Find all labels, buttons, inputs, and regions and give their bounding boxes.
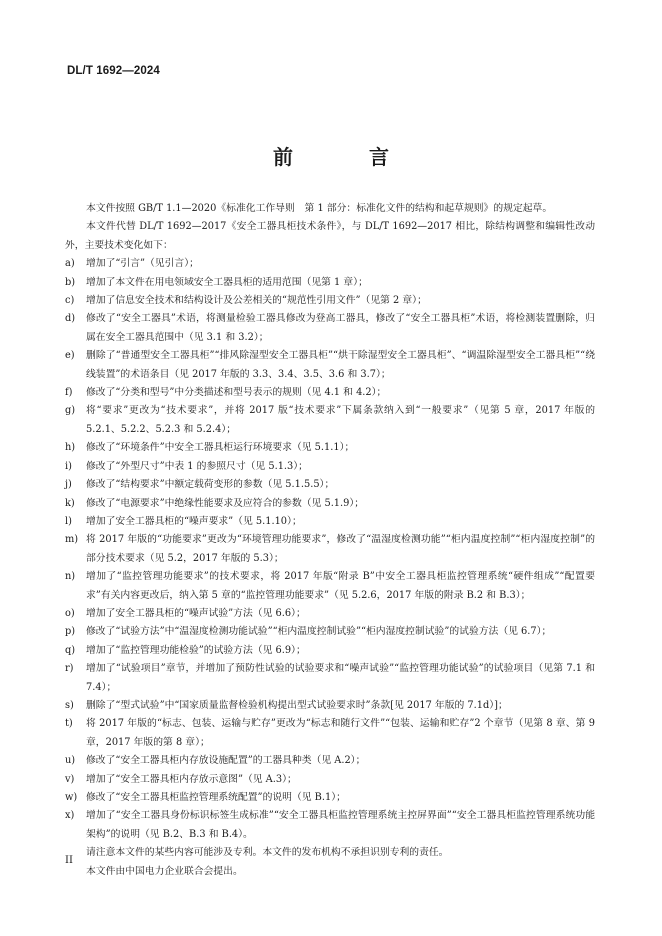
- list-item: [65, 623, 595, 641]
- patent-notice: 请注意本文件的某些内容可能涉及专利。本文件的发布机构不承担识别专利的责任。: [86, 847, 449, 859]
- list-item: [65, 513, 595, 531]
- list-marker: m): [65, 534, 79, 546]
- list-item-text: 增加了“引言”（见引言）；: [86, 258, 199, 270]
- list-item-text: 修改了“电源要求”中绝缘性能要求及应符合的参数（见 5.1.9）；: [86, 497, 365, 509]
- list-item-text: 修改了“试验方法”中“温湿度检测功能试验”“柜内温度控制试验”“柜内湿度控制试验”的试验方法（见 6.7）；: [86, 626, 552, 638]
- list-item-text: 将 2017 年版的“功能要求”更改为“环境管理功能要求”，修改了“温湿度检测功能”“柜内温度控制”“柜内湿度控制”的部分技术要求（见 5.2，2017 年版的 5.3）；: [86, 534, 595, 564]
- list-item: [65, 605, 595, 623]
- list-item: [65, 458, 595, 476]
- list-marker: o): [65, 607, 75, 619]
- list-item: [65, 439, 595, 457]
- list-item-text: 修改了“外型尺寸”中表 1 的参照尺寸（见 5.1.3）；: [86, 460, 308, 472]
- document-code: DL/T 1692—2024: [67, 65, 160, 77]
- list-item: [65, 274, 595, 292]
- list-item-text: 增加了安全工器具柜的“噪声要求”（见 5.1.10）；: [86, 515, 302, 527]
- list-item: [65, 660, 595, 697]
- list-item-text: 修改了“安全工器具柜监控管理系统配置”的说明（见 B.1）；: [86, 792, 346, 803]
- list-marker: k): [65, 497, 75, 509]
- list-item: [65, 642, 595, 660]
- list-item: [65, 531, 595, 568]
- list-marker: w): [65, 792, 78, 803]
- list-item: [65, 568, 595, 605]
- list-marker: l): [65, 515, 72, 527]
- list-marker: r): [65, 663, 74, 675]
- list-marker: f): [65, 387, 73, 399]
- list-item-text: 增加了信息安全技术和结构设计及公差相关的“规范性引用文件”（见第 2 章）；: [86, 295, 427, 307]
- list-item: [65, 789, 595, 807]
- list-item-text: 增加了“监控管理功能要求”的技术要求，将 2017 年版“附录 B”中安全工器具柜监控管理系统“硬件组成”“配置要求”有关内容更改后，纳入第 5 章的“监控管理功能要求”（见 5.2.6，2017 年版的附录 B.2 和 B.3）；: [86, 571, 595, 601]
- changes-list: [65, 255, 595, 844]
- list-item-text: 删除了“型式试验”中“国家质量监督检验机构提出型式试验要求时”条款[见 2017 年版的 7.1d）]；: [86, 699, 508, 711]
- list-item-text: 增加了“安全工器具柜内存放示意图”（见 A.3）；: [86, 773, 297, 785]
- list-item-text: 修改了“结构要求”中额定载荷变形的参数（见 5.1.5.5）；: [86, 479, 335, 491]
- list-marker: u): [65, 755, 76, 767]
- list-marker: h): [65, 442, 76, 454]
- list-marker: e): [65, 350, 75, 362]
- list-marker: j): [65, 479, 72, 491]
- list-item-text: 增加了安全工器具柜的“噪声试验”方法（见 6.6）；: [86, 607, 306, 619]
- list-item: [65, 715, 595, 752]
- list-item-text: 将“要求”更改为“技术要求”，并将 2017 版“技术要求”下属条款纳入到“一般要求”（见第 5 章，2017 年版的 5.2.1、5.2.2、5.2.3 和 5.2.4）；: [86, 405, 595, 435]
- list-item: [65, 402, 595, 439]
- list-marker: d): [65, 313, 76, 325]
- list-item: [65, 807, 595, 844]
- list-marker: x): [65, 810, 75, 822]
- list-marker: t): [65, 718, 73, 730]
- list-marker: g): [65, 405, 76, 417]
- list-item-text: 增加了本文件在用电领域安全工器具柜的适用范围（见第 1 章）；: [86, 276, 368, 288]
- list-item-text: 修改了“安全工器具柜内存放设施配置”的工器具种类（见 A.2）；: [86, 755, 366, 767]
- list-item-text: 修改了“环境条件”中安全工器具柜运行环境要求（见 5.1.1）；: [86, 442, 355, 454]
- list-item: [65, 384, 595, 402]
- list-item-text: 将 2017 年版的“标志、包装、运输与贮存”更改为“标志和随行文件”“包装、运输和贮存”2 个章节（见第 8 章、第 9 章，2017 年版的第 8 章）；: [86, 718, 595, 748]
- list-item: [65, 310, 595, 347]
- intro-paragraph: 本文件按照 GB/T 1.1—2020《标准化工作导则 第 1 部分：标准化文件的结构和起草规则》的规定起草。: [86, 203, 553, 214]
- list-item: [65, 697, 595, 715]
- page-number: II: [65, 855, 73, 866]
- list-marker: q): [65, 644, 76, 656]
- list-marker: n): [65, 571, 76, 583]
- list-item-text: 增加了“试验项目”章节，并增加了预防性试验的试验要求和“噪声试验”“监控管理功能试验”的试验项目（见第 7.1 和 7.4）；: [86, 663, 595, 693]
- page-title: 前 言: [273, 145, 417, 169]
- list-item-text: 修改了“安全工器具”术语，将测量检验工器具修改为登高工器具，修改了“安全工器具柜”术语，将检测装置删除，归属在安全工器具范围中（见 3.1 和 3.2）；: [86, 313, 595, 343]
- list-item: [65, 255, 595, 273]
- list-marker: b): [65, 276, 76, 288]
- list-item: [65, 476, 595, 494]
- list-item: [65, 752, 595, 770]
- list-marker: v): [65, 773, 75, 785]
- list-item: [65, 347, 595, 384]
- list-item-text: 增加了“监控管理功能检验”的试验方法（见 6.9）；: [86, 644, 306, 656]
- intro-paragraph: 本文件代替 DL/T 1692—2017《安全工器具柜技术条件》，与 DL/T 1692—2017 相比，除结构调整和编辑性改动外，主要技术变化如下：: [65, 221, 595, 251]
- list-marker: i): [65, 460, 72, 472]
- list-marker: a): [65, 258, 75, 270]
- list-item-text: 增加了“安全工器具身份标识标签生成标准”“安全工器具柜监控管理系统主控屏界面”“安全工器具柜监控管理系统功能架构”的说明（见 B.2、B.3 和 B.4）。: [86, 810, 595, 840]
- list-item: [65, 292, 595, 310]
- list-item: [65, 495, 595, 513]
- list-marker: s): [65, 699, 74, 711]
- list-marker: p): [65, 626, 76, 638]
- list-marker: c): [65, 295, 75, 307]
- list-item-text: 修改了“分类和型号”中分类描述和型号表示的规则（见 4.1 和 4.2）；: [86, 387, 387, 399]
- proposer-statement: 本文件由中国电力企业联合会提出。: [86, 865, 243, 877]
- list-item-text: 删除了“普通型安全工器具柜”“排风除湿型安全工器具柜”“烘干除湿型安全工器具柜”、“调温除湿型安全工器具柜”“绕线装置”的术语条目（见 2017 年版的 3.3、3.4、3.5、3.6 和 3.7）；: [86, 350, 595, 380]
- list-item: [65, 771, 595, 789]
- foreword-body: [65, 200, 595, 881]
